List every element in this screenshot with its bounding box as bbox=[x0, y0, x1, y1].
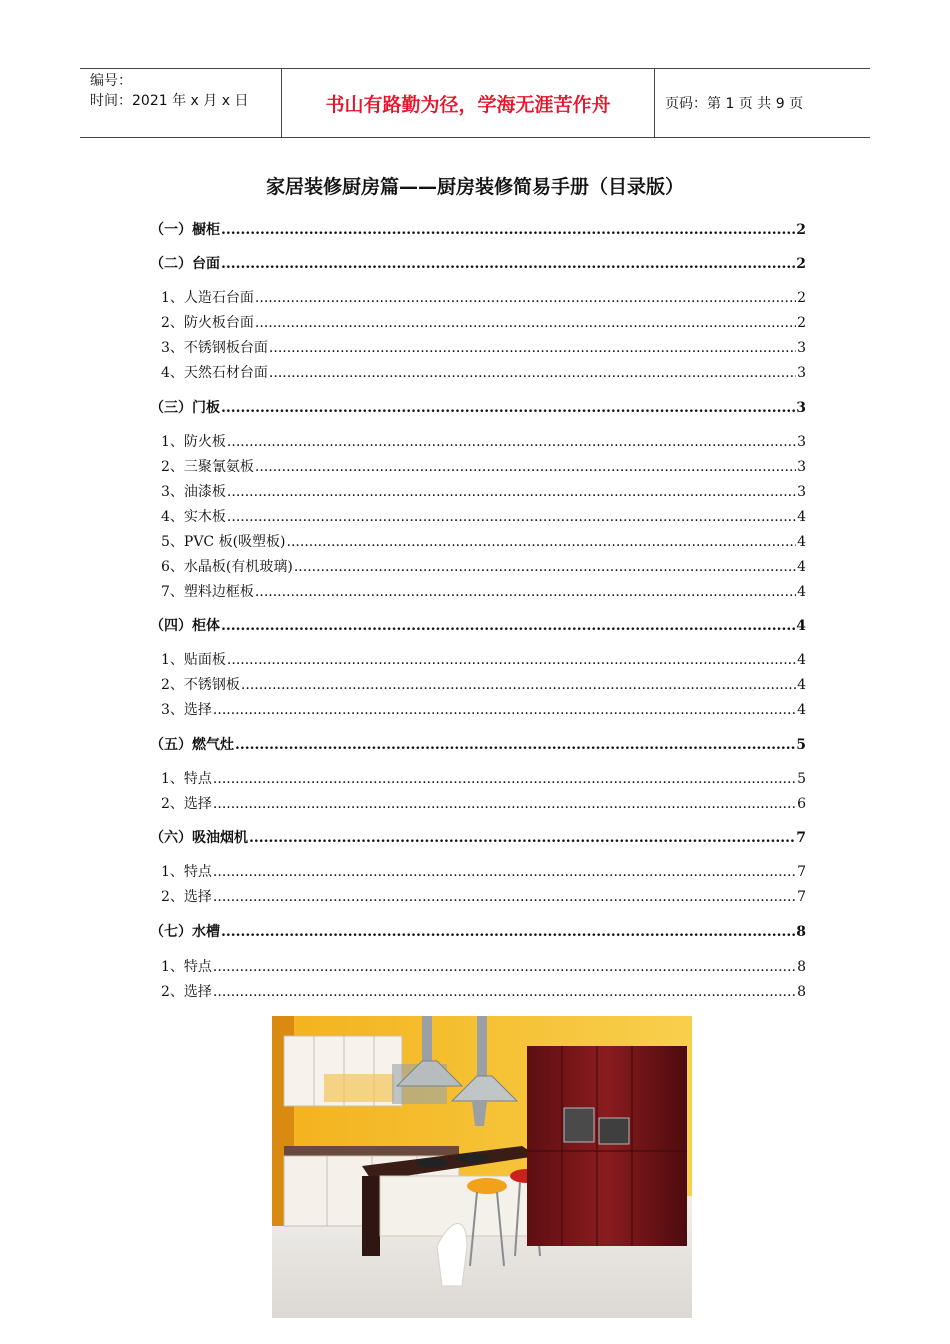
header-page-info: 页码：第 1 页 共 9 页 bbox=[665, 96, 804, 112]
toc-entry-label: 4、天然石材台面 bbox=[161, 365, 268, 381]
toc-subsection-entry[interactable] bbox=[150, 982, 806, 1002]
toc-dot-leader bbox=[213, 887, 796, 907]
toc-entry-label: 2、选择 bbox=[161, 889, 212, 905]
toc-subsection-entry[interactable] bbox=[150, 650, 806, 670]
toc-dot-leader bbox=[294, 557, 796, 577]
toc-dot-leader bbox=[221, 616, 795, 636]
toc-page-number: 4 bbox=[796, 618, 806, 634]
toc-subsection-entry[interactable] bbox=[150, 507, 806, 527]
toc-subsection-entry[interactable] bbox=[150, 887, 806, 907]
toc-subsection-entry[interactable] bbox=[150, 700, 806, 720]
toc-dot-leader bbox=[255, 313, 796, 333]
toc-entry-label: 2、选择 bbox=[161, 984, 212, 1000]
toc-section-entry[interactable] bbox=[150, 220, 806, 240]
toc-entry-label: 1、特点 bbox=[161, 864, 212, 880]
toc-entry-label: 3、选择 bbox=[161, 702, 212, 718]
toc-section-entry[interactable] bbox=[150, 828, 806, 848]
toc-page-number: 3 bbox=[796, 400, 806, 416]
toc-section-entry[interactable] bbox=[150, 616, 806, 636]
toc-entry-label: （四）柜体 bbox=[150, 618, 220, 634]
toc-entry-label: 1、贴面板 bbox=[161, 652, 226, 668]
number-label: 编号： bbox=[90, 73, 132, 89]
document-header bbox=[80, 68, 870, 138]
toc-entry-label: 3、油漆板 bbox=[161, 484, 226, 500]
toc-entry-label: 2、三聚氰氨板 bbox=[161, 459, 254, 475]
document-title: 家居装修厨房篇——厨房装修简易手册（目录版） bbox=[265, 176, 684, 198]
toc-entry-label: 2、不锈钢板 bbox=[161, 677, 240, 693]
toc-entry-label: 2、防火板台面 bbox=[161, 315, 254, 331]
toc-entry-label: 2、选择 bbox=[161, 796, 212, 812]
toc-entry-label: 1、特点 bbox=[161, 959, 212, 975]
toc-page-number: 5 bbox=[797, 771, 806, 787]
toc-section-entry[interactable] bbox=[150, 254, 806, 274]
toc-dot-leader bbox=[213, 769, 796, 789]
toc-subsection-entry[interactable] bbox=[150, 794, 806, 814]
toc-page-number: 8 bbox=[797, 959, 806, 975]
toc-entry-label: 1、人造石台面 bbox=[161, 290, 254, 306]
toc-page-number: 2 bbox=[797, 315, 806, 331]
toc-subsection-entry[interactable] bbox=[150, 675, 806, 695]
toc-dot-leader bbox=[235, 735, 795, 755]
toc-dot-leader bbox=[221, 254, 795, 274]
toc-subsection-entry[interactable] bbox=[150, 957, 806, 977]
toc-dot-leader bbox=[227, 432, 796, 452]
toc-page-number: 6 bbox=[797, 796, 806, 812]
toc-dot-leader bbox=[221, 922, 795, 942]
toc-dot-leader bbox=[249, 828, 795, 848]
toc-page-number: 2 bbox=[797, 290, 806, 306]
toc-dot-leader bbox=[227, 650, 796, 670]
toc-dot-leader bbox=[241, 675, 796, 695]
toc-subsection-entry[interactable] bbox=[150, 557, 806, 577]
toc-page-number: 3 bbox=[797, 340, 806, 356]
toc-dot-leader bbox=[227, 482, 796, 502]
toc-subsection-entry[interactable] bbox=[150, 338, 806, 358]
toc-entry-label: 5、PVC 板(吸塑板) bbox=[161, 534, 286, 550]
toc-subsection-entry[interactable] bbox=[150, 457, 806, 477]
toc-dot-leader bbox=[213, 794, 796, 814]
toc-page-number: 4 bbox=[797, 702, 806, 718]
toc-entry-label: 1、防火板 bbox=[161, 434, 226, 450]
toc-dot-leader bbox=[255, 457, 796, 477]
time-label: 时间：2021 年 x 月 x 日 bbox=[90, 93, 249, 109]
toc-dot-leader bbox=[213, 700, 796, 720]
toc-dot-leader bbox=[269, 338, 796, 358]
toc-page-number: 5 bbox=[796, 737, 806, 753]
toc-dot-leader bbox=[213, 862, 796, 882]
toc-page-number: 8 bbox=[797, 984, 806, 1000]
toc-subsection-entry[interactable] bbox=[150, 862, 806, 882]
toc-dot-leader bbox=[227, 507, 796, 527]
toc-page-number: 7 bbox=[797, 889, 806, 905]
header-motto: 书山有路勤为径，学海无涯苦作舟 bbox=[282, 69, 655, 137]
toc-entry-label: （七）水槽 bbox=[150, 924, 220, 940]
toc-entry-label: 4、实木板 bbox=[161, 509, 226, 525]
toc-entry-label: （六）吸油烟机 bbox=[150, 830, 248, 846]
toc-page-number: 3 bbox=[797, 434, 806, 450]
toc-entry-label: 3、不锈钢板台面 bbox=[161, 340, 268, 356]
toc-subsection-entry[interactable] bbox=[150, 313, 806, 333]
toc-section-entry[interactable] bbox=[150, 735, 806, 755]
header-meta bbox=[80, 69, 282, 137]
kitchen-photo bbox=[272, 1016, 692, 1318]
toc-section-entry[interactable] bbox=[150, 922, 806, 942]
toc-page-number: 7 bbox=[796, 830, 806, 846]
toc-entry-label: 6、水晶板(有机玻璃) bbox=[161, 559, 293, 575]
toc-entry-label: （二）台面 bbox=[150, 256, 220, 272]
toc-page-number: 3 bbox=[797, 365, 806, 381]
toc-dot-leader bbox=[213, 957, 796, 977]
toc-dot-leader bbox=[221, 220, 795, 240]
toc-dot-leader bbox=[221, 398, 795, 418]
toc-subsection-entry[interactable] bbox=[150, 288, 806, 308]
toc-page-number: 4 bbox=[797, 677, 806, 693]
toc-page-number: 2 bbox=[796, 256, 806, 272]
toc-page-number: 3 bbox=[797, 459, 806, 475]
toc-page-number: 4 bbox=[797, 509, 806, 525]
toc-page-number: 4 bbox=[797, 584, 806, 600]
toc-page-number: 4 bbox=[797, 559, 806, 575]
toc-page-number: 7 bbox=[797, 864, 806, 880]
toc-dot-leader bbox=[255, 582, 796, 602]
toc-subsection-entry[interactable] bbox=[150, 582, 806, 602]
toc-section-entry[interactable] bbox=[150, 398, 806, 418]
toc-dot-leader bbox=[269, 363, 796, 383]
toc-subsection-entry[interactable] bbox=[150, 432, 806, 452]
toc-subsection-entry[interactable] bbox=[150, 482, 806, 502]
toc-subsection-entry[interactable] bbox=[150, 769, 806, 789]
toc-entry-label: 7、塑料边框板 bbox=[161, 584, 254, 600]
toc-subsection-entry[interactable] bbox=[150, 363, 806, 383]
toc-page-number: 3 bbox=[797, 484, 806, 500]
toc-entry-label: （五）燃气灶 bbox=[150, 737, 234, 753]
toc-dot-leader bbox=[287, 532, 797, 552]
toc-page-number: 4 bbox=[797, 652, 806, 668]
toc-entry-label: 1、特点 bbox=[161, 771, 212, 787]
toc-entry-label: （三）门板 bbox=[150, 400, 220, 416]
toc-page-number: 2 bbox=[796, 222, 806, 238]
toc-dot-leader bbox=[255, 288, 796, 308]
toc-page-number: 4 bbox=[797, 534, 806, 550]
toc-dot-leader bbox=[213, 982, 796, 1002]
toc-subsection-entry[interactable] bbox=[150, 532, 806, 552]
toc-entry-label: （一）橱柜 bbox=[150, 222, 220, 238]
toc-page-number: 8 bbox=[796, 924, 806, 940]
